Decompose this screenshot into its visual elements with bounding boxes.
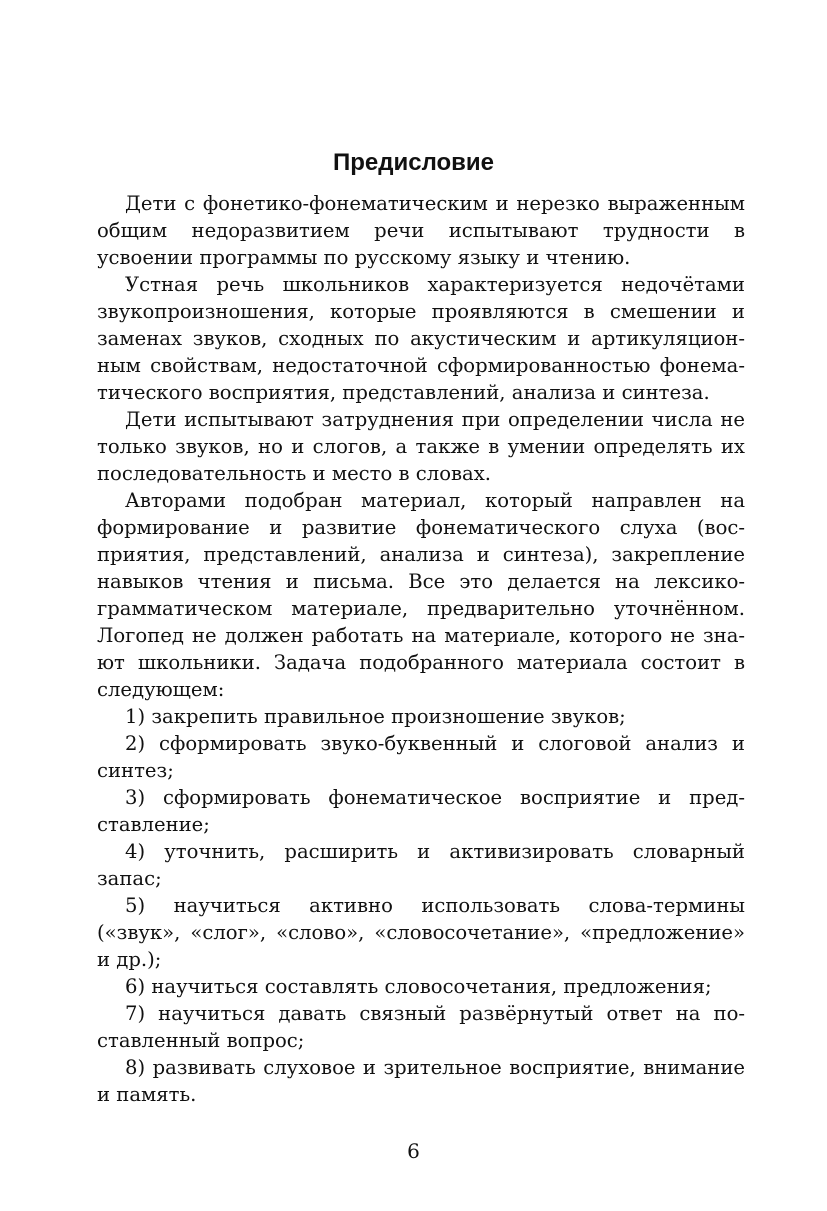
list-item-8: 8) развивать слуховое и зрительное восприятие, внимание и память. [97,1056,745,1106]
list-item-1: 1) закрепить правильное произношение звуков; [125,705,626,728]
list-item-6: 6) научиться составлять словосочетания, предложения; [125,975,712,998]
list-item-3: 3) сформировать фонематическое восприятие и представление; [97,786,745,836]
text-body [97,190,745,1108]
list-item-2: 2) сформировать звуко-буквенный и слоговой анализ и синтез; [97,732,745,782]
paragraph-4: Авторами подобран материал, который направлен на формирование и развитие фонематического слуха (восприятия, представлений, анализа и синтеза), закрепление навыков чтения и письма. Все это делается на лексико-грамматическом материале, предварительно уточнённом. Логопед не должен работать на материале, которого не знают школьники. Задача подобранного материала состоит в следующем: [97,489,745,701]
list-item-7: 7) научиться давать связный развёрнутый ответ на поставленный вопрос; [97,1002,745,1052]
list-item-5: 5) научиться активно использовать слова-термины («звук», «слог», «слово», «словосочетание», «предложение» и др.); [97,894,745,971]
page-title: Предисловие [332,149,495,176]
paragraph-1: Дети с фонетико-фонематическим и нерезко выраженным общим недоразвитием речи испытывают трудности в усвоении программы по русскому языку и чтению. [97,192,745,269]
paragraph-3: Дети испытывают затруднения при определении числа не только звуков, но и слогов, а также в умении определять их последовательность и место в словах. [97,408,745,485]
paragraph-2: Устная речь школьников характеризуется недочётами звукопроизношения, которые проявляются в смешении и заменах звуков, сходных по акустическим и артикуляционным свойствам, недостаточной сформированностью фонематического восприятия, представлений, анализа и синтеза. [97,273,745,404]
page-number: 6 [407,1139,420,1163]
list-item-4: 4) уточнить, расширить и активизировать словарный запас; [97,840,745,890]
